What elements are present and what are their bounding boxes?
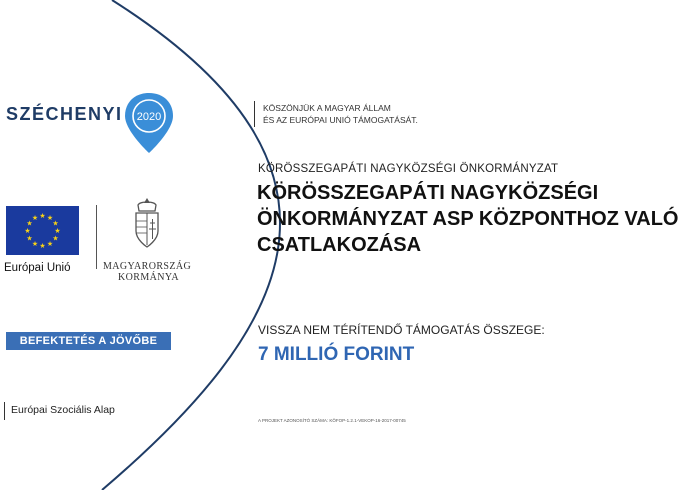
eu-star: ★ [54, 227, 61, 235]
thanks-line1: KÖSZÖNJÜK A MAGYAR ÁLLAM [263, 103, 391, 113]
fund-label: Európai Szociális Alap [11, 404, 115, 416]
future-badge: BEFEKTETÉS A JÖVŐBE [6, 332, 171, 350]
thanks-line2: ÉS AZ EURÓPAI UNIÓ TÁMOGATÁSÁT. [263, 115, 418, 125]
amount-value: 7 MILLIÓ FORINT [258, 344, 415, 365]
logo-divider [96, 205, 97, 269]
eu-flag-icon [6, 206, 79, 255]
eu-star: ★ [31, 214, 39, 223]
government-label-line1: MAGYARORSZÁG [103, 261, 192, 272]
government-label-line2: KORMÁNYA [118, 272, 179, 283]
eu-star: ★ [31, 239, 39, 248]
szechenyi-pin-icon [122, 91, 176, 155]
project-id: A PROJEKT AZONOSÍTÓ SZÁMA: KÖFOP-1.2.1-VEKOP-16-2017-00745 [258, 418, 406, 423]
eu-star: ★ [52, 219, 59, 228]
eu-star: ★ [46, 239, 54, 248]
fund-divider [4, 402, 5, 420]
thanks-divider [254, 101, 255, 127]
amount-label: VISSZA NEM TÉRÍTENDŐ TÁMOGATÁS ÖSSZEGE: [258, 323, 545, 337]
eu-star: ★ [39, 212, 46, 220]
project-title: KÖRÖSSZEGAPÁTI NAGYKÖZSÉGI ÖNKORMÁNYZAT ASP KÖZPONTHOZ VALÓ CSATLAKOZÁSA [257, 182, 679, 256]
eu-star: ★ [26, 234, 33, 243]
eu-star: ★ [52, 234, 59, 243]
eu-star: ★ [26, 219, 33, 228]
eu-star: ★ [39, 242, 46, 250]
organization-name: KÖRÖSSZEGAPÁTI NAGYKÖZSÉGI ÖNKORMÁNYZAT [258, 163, 559, 175]
szechenyi-logo-text: SZÉCHENYI [6, 104, 123, 124]
eu-star: ★ [46, 214, 54, 223]
szechenyi-year: 2020 [136, 111, 162, 123]
eu-star: ★ [24, 227, 31, 235]
eu-label: Európai Unió [4, 262, 71, 274]
coat-of-arms-icon [132, 197, 162, 249]
